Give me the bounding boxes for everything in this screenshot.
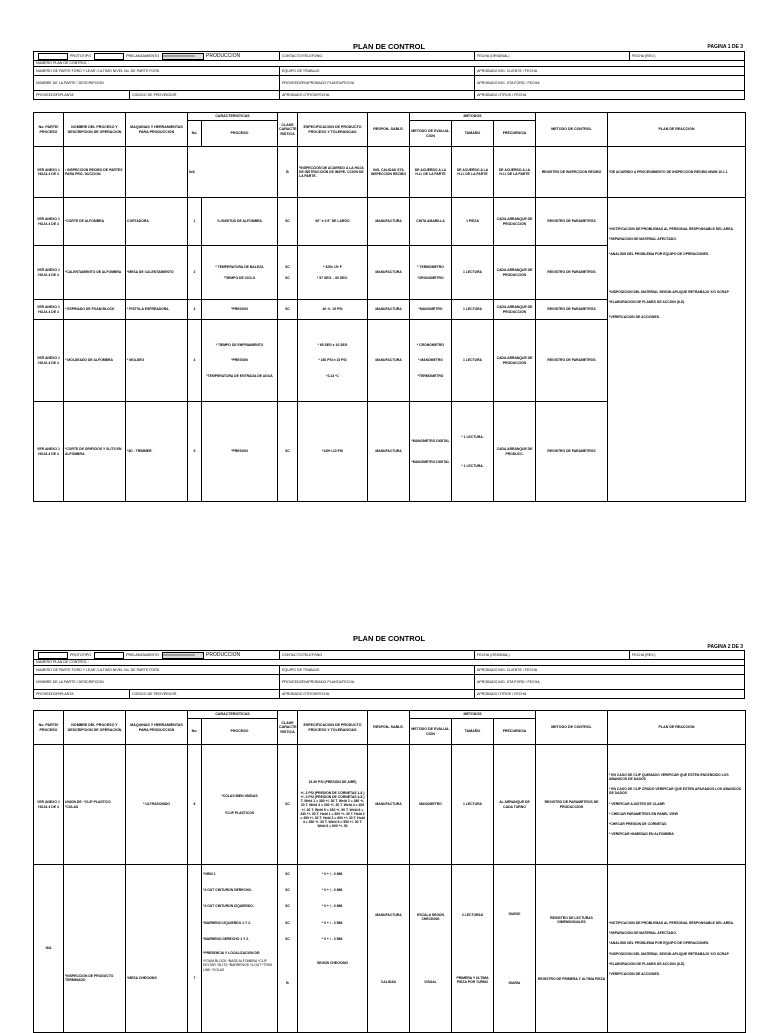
col-no: No. [188,719,202,745]
eval-item: VISUAL [424,980,437,985]
aprob-cliente-label: APROBADO ING. CLIENTE / FECHA [474,67,746,75]
cell-proc [202,745,278,865]
reaccion-item: *SEPARACION DE MATERIAL AFECTADO. [609,931,677,936]
reaccion-item: * VERIFICAR HUMEDAD EN ALFOMBRA [609,832,674,837]
aprob-otros-label: APROBADO OTROS/FECHA [279,690,474,698]
control-plan-table-p2 [33,710,746,1033]
cell-frec: CADA ARRANQUE DE PRODUCCION [494,300,536,320]
eval-item: *TERMOMETRO [417,373,444,378]
reaccion-item: *NOTIFICACION DE PROBLEMAS AL PERSONAL RESPONSABLE DEL AREA. [609,920,734,925]
cell-maq [126,147,188,198]
aprob-sta-label: APROBADO ING. STA FORD / FECHA [474,76,746,90]
cell-frec: AL ARRANQUE DE CADA TURNO [494,745,536,865]
proveedor-planta-label: PROVEEDOR/PLANTA [36,93,74,97]
eval-item: *MANOMETRO DIGITAL [411,460,450,464]
cell-espec: 60" ± 0.5" DE LARGO [298,198,368,246]
espec-item: * 320± 15º F [323,265,342,270]
tam-item: * 1 LECTURA. [461,464,484,468]
col-metodo-eval: METODO DE EVALUA- CION [410,121,452,147]
ver-anexo: VER ANEXO 1 HOJA 4 DE 4 [34,320,64,402]
proc-item: *TIEMPO DE CICLO [223,275,256,280]
aprob-otros-label: APROBADO OTROS/FECHA [279,91,474,99]
cell-no: 3 [188,300,202,320]
reaccion-item: *DISPOSICION DEL MATERIAL SEGÚN APLIQUE RETRABAJO Y/O SCRAP [609,289,729,294]
cell-control: REGISTRO DE PARAMETROS [536,320,608,402]
reaccion-item: *SEPARACION DE MATERIAL AFECTADO. [609,237,677,242]
col-no-parte: No. PARTE/ PROCESO [34,113,64,147]
produccion-label: PRODUCCION [206,652,241,658]
control-item: REGISTRO DE LECTURAS DIMENSIONALES [550,915,593,924]
clase-item: SC [285,936,290,941]
cell-nombre: *CORTE DE ORIFICIOS Y SLITS EN ALFOMBRA. [64,402,126,502]
col-clase: CLASE CARACTE- RISTICA [278,711,298,745]
cell-tam: DE ACUERDO A LA H.I.I. DE LA PARTE [452,147,494,198]
aprob-otros2-label: APROBADO OTROS / FECHA [474,91,746,99]
cell-espec [298,320,368,402]
proc-item: *CLIP PLASTICOS [224,811,255,815]
equipo-label: EQUIPO DE TRABAJO [279,666,474,674]
cell-reaccion-list [608,865,746,1033]
cell-frec: CADA ARRANQUE DE PRODUCC. [494,402,536,502]
numero-parte-label: NUMERO DE PARTE FORD Y LEAR / ULTIMO NIVEL No. DE PARTE FORD [36,69,160,73]
ver-anexo: VER ANEXO 1 HOJA 4 DE 4 [34,300,64,320]
espec-item: * 0 + / - 3 MM. [321,888,344,893]
eval-item: * TERMOMETRO [417,265,444,270]
col-caracteristicas: CARACTERISTICAS [188,711,278,719]
cell-frec: CADA ARRANQUE DE PRODUCCION [494,198,536,246]
prototipo-label: PROTOTIPO [70,653,92,657]
cell-maq: * ULTRASONIDO [126,745,188,865]
cell-tam [452,865,494,1033]
cell-eval [410,865,452,1033]
col-tamano: TAMAÑO [452,121,494,147]
cell-no-parte: N/A [34,865,64,1033]
page-title: PLAN DE CONTROL [352,42,426,51]
espec-item: *2-14 ºC [326,373,339,378]
cell-proc: *LONGITUD DE ALFOMBRA [202,198,278,246]
cell-clase: SC [278,300,298,320]
cell-tam: 1 LECTURA [452,320,494,402]
resp-item: MANUFACTURA [375,912,402,917]
cell-proc: *PRESION [202,300,278,320]
cell-maq: * PISTOLA ESPREADORA [126,300,188,320]
page-number: PAGINA 1 DE 3 [707,44,743,50]
frec-item: DIARIO [508,911,521,916]
col-metodo-control: METODO DE CONTROL [536,113,608,147]
ver-anexo: VER ANEXO 1 HOJA 4 DE 4 [34,745,64,865]
clase-item: SC [285,904,290,909]
cell-reaccion-list [608,745,746,865]
cell-proc [202,246,278,300]
cell-frec: CADA ARRANQUE DE PRODUCCION [494,320,536,402]
ver-anexo: VER ANEXO 1 HOJA 4 DE 4 [34,198,64,246]
cell-reaccion: *DE ACUERDO A PROCEDIMIENTO DE INSPECCION RECIBO MWM 10.1.1 [608,147,746,198]
cell-maq: CORTADORA [126,198,188,246]
cell-espec [298,865,368,1033]
produccion-checkbox[interactable]: XXXXXXXXXXXXXXXX [162,53,204,60]
prelanzamiento-checkbox[interactable] [94,53,124,60]
cell-no: 6 [188,745,202,865]
reaccion-item: *ELABORACION DE PLANES DE ACCION (8-D) [609,961,685,966]
cell-control: REGISTRO DE PARAMETROS [536,300,608,320]
cell-espec: 40 +/- 15 PSI [298,300,368,320]
col-especificacion: ESPECIFICACION DE PRODUCTO PROCESO Y TOLERANCIAS [298,711,368,745]
col-proceso: PROCESO [202,719,278,745]
cell-maq: *MESA CHECKING [126,865,188,1033]
cell-eval [410,246,452,300]
cell-tam: 1 PIEZA [452,198,494,246]
fecha-original-label: FECHA (ORIGINAL) [474,52,629,60]
eval-item: * CRONOMETRO [416,343,445,348]
tam-item: PRIMERA Y ULTIMA PIEZA POR TURNO [456,975,489,985]
prelanzamiento-label: PRELANZAMIENTO [126,653,159,657]
cell-tam: 1 LECTURA [452,246,494,300]
cell-resp: MANUFACTURA [368,246,410,300]
col-proceso: PROCESO [202,121,278,147]
ver-anexo: VER ANEXO 1 HOJA 4 DE 4 [34,246,64,300]
resp-item: CALIDAD [380,980,397,984]
espec-item: * 0 + / - 3 MM. [321,936,344,941]
cell-nombre: UNION DE: *CLIP PLASTICO *COLAS [64,745,126,865]
prototipo-checkbox[interactable] [38,53,68,60]
col-no-parte: No. PARTE/ PROCESO [34,711,64,745]
col-nombre-proceso: NOMBRE DEL PROCESO Y DESCRIPCION DE OPERACION [64,711,126,745]
tam-item: 2 LECTURAS [461,912,484,917]
cell-control: REGISTRO DE PARAMETROS [536,198,608,246]
nombre-parte-label: NOMBRE DE LA PARTE / DESCRIPCION [36,680,104,684]
proc-item: * TIEMPO DE ENFRIAMIENTO [215,343,264,348]
proc-item: *BARRENO DERECHO 1 Y 2. [203,936,250,941]
col-responsable: RESPON- SABLE. [368,113,410,147]
cell-no: 2 [188,246,202,300]
cell-eval: MANOMETRO [410,745,452,865]
clase-item: B [286,981,289,986]
reaccion-item: *VERIFICACION DE ACCIONES. [609,315,660,320]
col-plan-reaccion: PLAN DE REACCION [608,711,746,745]
cell-clase: SC [278,402,298,502]
espec-item: * 0 + / - 3 MM. [321,920,344,925]
aprob-cliente-label: APROBADO ING. CLIENTE / FECHA [474,666,746,674]
col-frecuencia: FRECUENCIA [494,121,536,147]
codigo-proveedor-label: CODIGO DE PROVEEDOR [129,690,279,698]
cell-espec: *135+/-10 PSI [298,402,368,502]
reaccion-item: * VERIFICAR AJUSTES DE CLAMP. [609,801,666,806]
eval-item: *CRONOMETRO [417,275,444,280]
prototipo-checkbox[interactable] [38,652,68,659]
col-tamano: TAMAÑO [452,719,494,745]
cell-eval [410,402,452,502]
col-metodos: METODOS [410,113,536,121]
frec-item: DIARIA [508,981,521,985]
cell-resp: MANUFACTURA [368,198,410,246]
cell-eval: DE ACUERDO A LA H.I.I. DE LA PARTE [410,147,452,198]
produccion-label: PRODUCCION [206,53,241,59]
cell-resp [368,865,410,1033]
cell-tam: 1 LECTURA [452,300,494,320]
reaccion-item: * CHECAR PARAMETROS EN PANEL VIEW [609,811,678,816]
numero-parte-label: NUMERO DE PARTE FORD Y LEAR / ULTIMO NIVEL No. DE PARTE FORD [36,668,160,672]
equipo-label: EQUIPO DE TRABAJO [279,67,474,75]
espec-item: 15-30 PSI (PRESION DE AIRE) [308,780,357,785]
proc-item: *FOAM BLOCK *BASE ALFOMBRA *CLIP DELTAR *SLITS *BARRENOS *4-OUT *TRIM LINE *COLAS [203,959,272,972]
table-row [34,745,746,865]
reaccion-item: *ANALISIS DEL PROBLEMA POR EQUIPO DE OPERACIONES. [609,941,710,946]
cell-control: REGISTRO DE INSPECCION RECIBO [536,147,608,198]
reaccion-item: *VERIFICACION DE ACCIONES. [609,971,660,976]
proc-item: *BARRENO IZQUIERDO 1 Y 2. [203,920,251,925]
col-metodos: METODOS [410,711,536,719]
clase-item: SC [285,888,290,893]
cell-nombre: * MOLDEADO DE ALFOMBRA [64,320,126,402]
cell-reaccion-list [608,198,746,502]
cell-espec [298,246,368,300]
table-row [34,198,746,246]
cell-proc [202,865,278,1033]
ver-anexo: VER ANEXO 1 HOJA 4 DE 4 [34,147,64,198]
cell-no: 1 [188,198,202,246]
produccion-checkbox[interactable]: XXXXXXXXXXXXXXXX [162,652,204,659]
cell-clase: B [278,147,298,198]
cell-tam [452,402,494,502]
fecha-rev-label: FECHA (REV.) [629,651,746,659]
eval-item: ESCALA SEGÚN CHECKING [417,912,444,921]
cell-eval [410,320,452,402]
cell-clase [278,320,298,402]
page-number: PAGINA 2 DE 3 [707,644,743,650]
cell-clase: SC [278,745,298,865]
reaccion-item: *ELABORACION DE PLANES DE ACCION (8-D) [609,299,685,304]
contacto-label: CONTACTO/TELEFONO [279,52,474,60]
col-plan-reaccion: PLAN DE REACCION [608,113,746,147]
espec-item: * 0 + / - 3 MM. [321,872,344,876]
clase-item: SC [285,275,290,280]
cell-clase [278,246,298,300]
cell-control [536,865,608,1033]
proc-item: *4 OUT CINTURON IZQUIERDO. [203,904,254,909]
numero-plan-label: NUMERO PLAN DE CONTROL : [36,61,89,65]
cell-resp: MANUFACTURA [368,745,410,865]
col-frecuencia: FRECUENCIA [494,719,536,745]
col-nombre-proceso: NOMBRE DEL PROCESO Y DESCRIPCION DE OPERACION [64,113,126,147]
aprob-sta-label: APROBADO ING. STA FORD / FECHA [474,675,746,689]
cell-tam: 1 LECTURA [452,745,494,865]
espec-item: SEGÚN CHECKING [316,961,349,966]
cell-maq: *3D - TRIMMER. [126,402,188,502]
cell-eval: CINTA AMARILLA [410,198,452,246]
proc-item: *TEMPERATURA DE ENTRADA DE AGUA [206,373,273,378]
aprob-otros2-label: APROBADO OTROS / FECHA [474,690,746,698]
cell-resp: MANUFACTURA [368,402,410,502]
table-row [34,865,746,1033]
cell-no: 5 [188,402,202,502]
col-responsable: RESPON- SABLE. [368,711,410,745]
prelanzamiento-label: PRELANZAMIENTO [126,54,159,58]
cell-proc: *PRESION [202,402,278,502]
cell-no: N/A [188,147,278,198]
eval-item: * MANOMETRO [418,358,443,363]
proc-item: *COLAS BIEN UNIDAS [221,793,258,798]
cell-nombre: * ESPRIADO DE FOAM BLOCK [64,300,126,320]
cell-espec: *INSPECCION DE ACUERDO A LA HOJA DE INSTRUCCIÓN DE INSPE- CCION DE LA PARTE. [298,147,368,198]
cell-maq: *MESA DE CALENTAMIENTO [126,246,188,300]
cell-proc [202,320,278,402]
col-metodo-eval: METODO DE EVALUA- CION [410,719,452,745]
proc-item: *PRESION [231,358,248,363]
col-maquinas: MAQUINAS Y HERRAMIENTAS PARA PRODUCCION [126,113,188,147]
espec-item: * 65 SEG ± 10 SEG [317,343,348,348]
codigo-proveedor-label: CODIGO DE PROVEEDOR [129,91,279,99]
col-clase: CLASE CARACTE- RISTICA [278,113,298,147]
espec-item: +/- 3 PSI (PRESION DE CORNETAS 1-6 ) +/- 3 PSI (PRESION DE CORNETAS 4-8 ) T. Weld 1 = 380 +/- 30 T. Weld 2 = 380 +/- 30 T. Weld 3 = 330 +/- 30 T. Weld 4 = 400 +/- 30 T. Weld 5 = 330 +/- 30 T. Weld 6 = 430 +/- 30 T. Hold 1 = 300 +/- 30 T. Hold 2 = 450 +/- 30 T. Hold 3 = 600 +/- 30 T. Hold 4 = 350 +/- 30 T. Weld 5 = 550 +/- 30 T. Weld 6 = 600 +/- 30 [300,790,365,829]
cell-espec [298,745,368,865]
cell-nombre: • INSPECCION RECIBO DE PARTES PARA PRO- DUCCION. [64,147,126,198]
col-metodo-control: METODO DE CONTROL [536,711,608,745]
reaccion-item: * EN CASO DE CLIP QUEMADO VERIFICAR QUE ESTEN ENCENDIDO LOS ABANICOS DE DADOS [609,772,729,781]
cell-resp: MANUFACTURA [368,300,410,320]
numero-plan-label: NUMERO PLAN DE CONTROL : [36,660,89,664]
prototipo-label: PROTOTIPO [70,54,92,58]
cell-clase [278,865,298,1033]
cell-resp: ING. CALIDAD STA INSPECCION RECIBO [368,147,410,198]
prelanzamiento-checkbox[interactable] [94,652,124,659]
col-especificacion: ESPECIFICACION DE PRODUCTO PROCESO Y TOLERANCIAS [298,113,368,147]
espec-item: * 180 PSI ± 15 PSI [318,358,347,363]
col-no: No. [188,121,202,147]
cell-resp: MANUFACTURA [368,320,410,402]
col-maquinas: MAQUINAS Y HERRAMIENTAS PARA PRODUCCION [126,711,188,745]
cell-frec: CADA ARRANQUE DE PRODUCCION [494,246,536,300]
cell-no: 7 [188,865,202,1033]
tam-item: * 1 LECTURA. [461,434,484,439]
fecha-rev-label: FECHA (REV.) [629,52,746,60]
col-caracteristicas: CARACTERISTICAS [188,113,278,121]
cell-nombre: *CORTE DE ALFOMBRA [64,198,126,246]
control-item: REGISTRO DE PRIMERA Y ULTIMA PIEZA [537,977,606,982]
cell-control: REGISTRO DE PARAMETROS [536,246,608,300]
cell-no: 4 [188,320,202,402]
eval-item: *MANOMETRO DIGITAL [411,438,450,443]
fecha-original-label: FECHA (ORIGINAL) [474,651,629,659]
header-block [33,51,745,100]
espec-item: * 0 + / - 3 MM. [321,904,344,909]
proc-item: *PRESENCIA Y LOCALIZACION DE: [203,951,261,956]
aprob-proveedor-label: PROVEEDOR/APROBADO PLANTA/FECHA [279,76,474,90]
cell-nombre: *CALENTAMIENTO DE ALFOMBRA [64,246,126,300]
proveedor-planta-label: PROVEEDOR/PLANTA [36,692,74,696]
reaccion-item: *CHECAR PRESION DE CORNETAS [609,821,667,826]
contacto-label: CONTACTO/TELEFONO [279,651,474,659]
proc-item: * TEMPERATURA DE BALEZA [215,265,264,270]
cell-frec: DE ACUERDO A LA H.I.I. DE LA PARTE [494,147,536,198]
clase-item: SC [285,265,290,270]
control-plan-table-p1 [33,112,746,502]
nombre-parte-label: NOMBRE DE LA PARTE / DESCRIPCION [36,81,104,85]
clase-item: SC [285,920,290,925]
table-row [34,147,746,198]
header-block [33,650,745,699]
reaccion-item: *NOTIFICACION DE PROBLEMAS AL PERSONAL RESPONSABLE DEL AREA. [609,227,734,231]
clase-item: SC [285,872,290,876]
reaccion-item: * EN CASO DE CLIP CRUDO VERIFICAR QUE ESTEN APAGADOS LOS ABANICOS DE DADOS [609,787,742,796]
cell-frec [494,865,536,1033]
cell-clase: SC [278,198,298,246]
cell-maq: * MOLDEO [126,320,188,402]
ver-anexo: VER ANEXO 1 HOJA 4 DE 4 [34,402,64,502]
espec-item: * 57 SEG. - 85 SEG. [317,275,348,280]
page-title: PLAN DE CONTROL [352,634,426,643]
proc-item: *4 OUT CINTURON DERECHO. [203,888,252,893]
reaccion-item: *DISPOSICION DEL MATERIAL SEGÚN APLIQUE RETRABAJO Y/O SCRAP [609,951,729,956]
cell-control: REGISTRO DE PARAMETROS DE PRODUCCION [536,745,608,865]
proc-item: *GRIN 1 [203,872,216,876]
cell-control: REGISTRO DE PARAMETROS [536,402,608,502]
cell-eval: *MANOMETRO [410,300,452,320]
cell-nombre: *INSPECCION DE PRODUCTO TERMINADO [64,865,126,1033]
reaccion-item: *ANALISIS DEL PROBLEMA POR EQUIPO DE OPERACIONES. [609,252,710,257]
aprob-proveedor-label: PROVEEDOR/APROBADO PLANTA/FECHA [279,675,474,689]
